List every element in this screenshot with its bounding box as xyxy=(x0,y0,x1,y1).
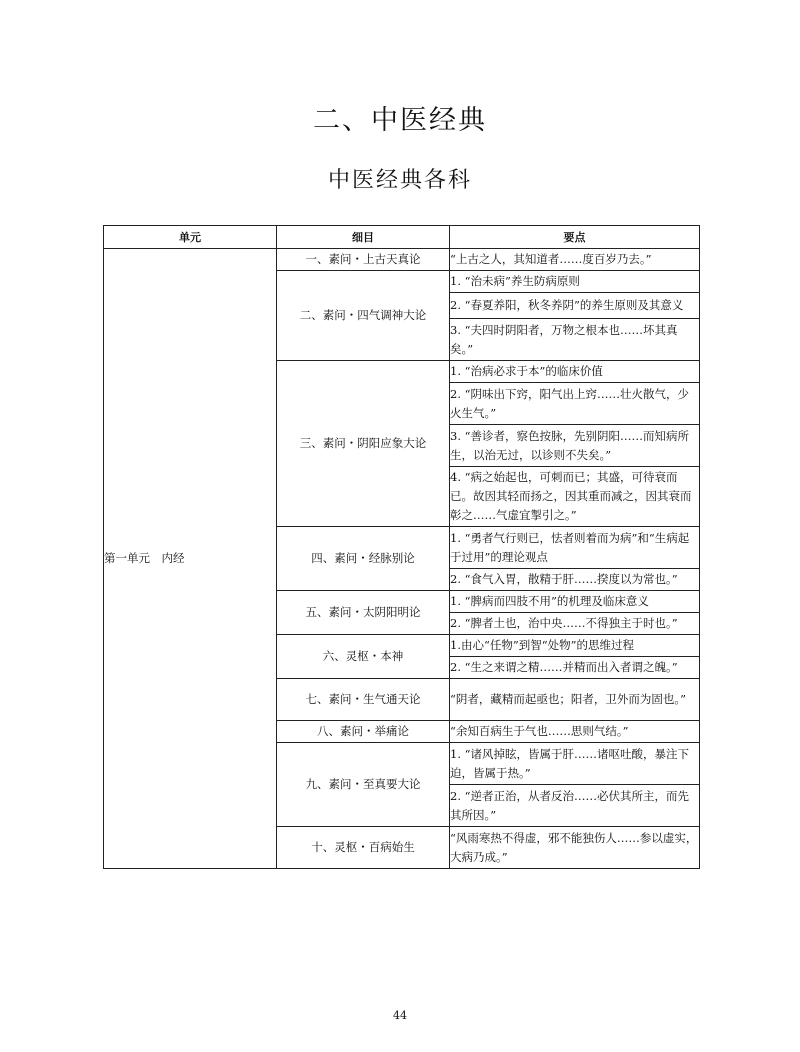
header-unit: 单元 xyxy=(104,226,277,249)
header-points: 要点 xyxy=(450,226,700,249)
point-cell: 2. “逆者正治，从者反治……必伏其所主，而先其所因。” xyxy=(450,785,700,827)
point-cell: 2. “阴味出下窍，阳气出上窍……壮火散气，少火生气。” xyxy=(450,383,700,425)
section-cell: 一、素问・上古天真论 xyxy=(277,249,450,271)
point-cell: “风雨寒热不得虚，邪不能独伤人……参以虚实，大病乃成。” xyxy=(450,827,700,869)
section-cell: 四、素问・经脉别论 xyxy=(277,527,450,591)
section-cell: 八、素问・举痛论 xyxy=(277,721,450,743)
section-cell: 二、素问・四气调神大论 xyxy=(277,271,450,361)
point-cell: 1. “诸风掉眩，皆属于肝……诸呕吐酸，暴注下迫，皆属于热。” xyxy=(450,743,700,785)
section-cell: 九、素问・至真要大论 xyxy=(277,743,450,827)
point-cell: 2. “生之来谓之精……并精而出入者谓之魄。” xyxy=(450,657,700,679)
section-cell: 七、素问・生气通天论 xyxy=(277,679,450,721)
section-cell: 十、灵枢・百病始生 xyxy=(277,827,450,869)
section-cell: 五、素问・太阴阳明论 xyxy=(277,591,450,635)
unit-cell: 第一单元 内经 xyxy=(104,249,277,869)
point-cell: 3. “夫四时阴阳者，万物之根本也……坏其真矣。” xyxy=(450,319,700,361)
point-cell: “余知百病生于气也……思则气结。” xyxy=(450,721,700,743)
point-cell: 1. “勇者气行则已，怯者则着而为病”和“生病起于过用”的理论观点 xyxy=(450,527,700,569)
section-cell: 六、灵枢・本神 xyxy=(277,635,450,679)
table-body xyxy=(104,249,700,869)
point-cell: 1. “脾病而四肢不用”的机理及临床意义 xyxy=(450,591,700,613)
page-subtitle: 中医经典各科 xyxy=(327,168,472,193)
header-row xyxy=(104,226,700,249)
page-title: 二、中医经典 xyxy=(313,105,487,136)
point-cell: 2. “春夏养阳，秋冬养阴”的养生原则及其意义 xyxy=(450,293,700,319)
section-cell: 三、素问・阴阳应象大论 xyxy=(277,361,450,527)
point-cell: 2. “食气入胃，散精于肝……揆度以为常也。” xyxy=(450,569,700,591)
page-number: 44 xyxy=(393,1009,407,1022)
table-row xyxy=(104,249,700,271)
point-cell: 3. “善诊者，察色按脉，先别阴阳……而知病所生，以治无过，以诊则不失矣。” xyxy=(450,425,700,467)
point-cell: 2. “脾者土也，治中央……不得独主于时也。” xyxy=(450,613,700,635)
point-cell: 1.由心“任物”到智“处物”的思维过程 xyxy=(450,635,700,657)
point-cell: 1. “治未病”养生防病原则 xyxy=(450,271,700,293)
point-cell: 1. “治病必求于本”的临床价值 xyxy=(450,361,700,383)
point-cell: “上古之人，其知道者……度百岁乃去。” xyxy=(450,249,700,271)
header-section: 细目 xyxy=(277,226,450,249)
content-table xyxy=(103,225,700,869)
point-cell: 4. “病之始起也，可刺而已；其盛，可待衰而已。故因其轻而扬之，因其重而减之，因其衰而彰之……气虚宜掣引之。” xyxy=(450,467,700,527)
point-cell: “阴者，藏精而起亟也；阳者，卫外而为固也。” xyxy=(450,679,700,721)
